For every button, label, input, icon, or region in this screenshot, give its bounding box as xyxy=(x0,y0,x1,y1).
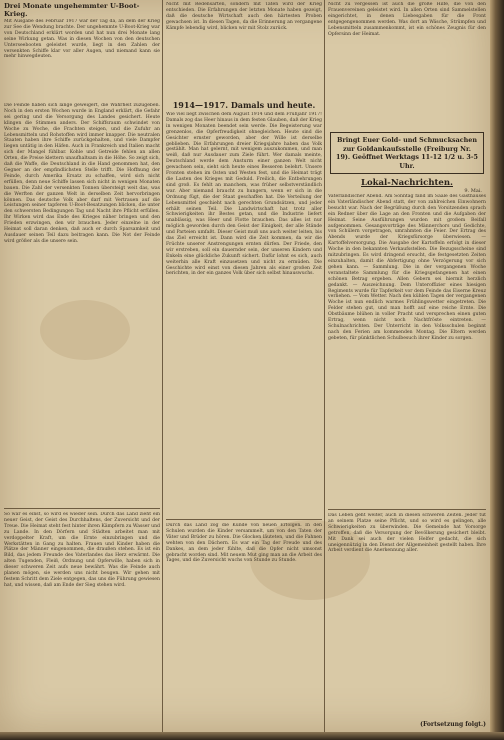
article-continuation: Durch das Land zog die Kunde von neuen Erfolgen. In den Schulen wurden die Kinder versammelt, um von den Taten der Väter und Brüder zu hören. Die Glocken läuteten, und die Fahnen wehten von den Dächern. Es war ein Tag der Freude und des Dankes, an dem jeder fühlte, daß die Opfer nicht umsonst gebracht worden sind. Mit neuem Mut ging man an die Arbeit des Tages, und die Zuversicht wuchs von Stunde zu Stunde. xyxy=(166,523,322,564)
article-continuation: Das Leben geht weiter, auch in diesen schweren Zeiten. Jeder tut an seinem Platze seine Pflicht, und so wird es gelingen, alle Schwierigkeiten zu überwinden. Die Gemeinde hat Vorsorge getroffen, daß die Versorgung der Bevölkerung gesichert bleibt. Mit Dank sei auch der vielen Helfer gedacht, die sich uneigennützig in den Dienst der Allgemeinheit gestellt haben. Ihre Arbeit verdient die Anerkennung aller. xyxy=(328,513,486,554)
divider xyxy=(4,508,160,509)
headline-u-boot: Drei Monate ungehemmter U-Boot-Krieg. xyxy=(4,2,140,18)
gold-ankauf-advertisement: Bringt Euer Gold- und Schmucksachen zur Goldankaufsstelle (Freiburg Nr. 19). Geöffnet Werktags 11-12 1/2 u. 3-5 Uhr. xyxy=(330,132,484,174)
article-lead: Mit Ausgabe des Februar 1917 war der Tag da, an dem der Krieg zur See die Wendung brachte. Der ungehemmte U-Boot-Krieg war von Deutschland erklärt worden und hat nun drei Monate lang seine Wirkung getan. Was in diesen Wochen von den deutschen Unterseebooten geleistet wurde, liegt in den Zahlen der versenkten Schiffe klar vor aller Augen, und niemand kann sie mehr hinwegdeuten. xyxy=(4,19,160,60)
article-body: Wie viel liegt zwischen dem August 1914 und dem Frühjahr 1917! Damals zog das Heer hinaus in dem festen Glauben, daß der Krieg in wenigen Monaten beendet sein werde. Die Begeisterung war grenzenlos, die Opferfreudigkeit ohnegleichen. Heute sind die Gesichter ernster geworden, aber der Wille ist derselbe geblieben. Die Erfahrungen dreier Kriegsjahre haben das Volk gestählt. Man hat gelernt, mit wenigem auszukommen, und man weiß, daß nur Ausdauer zum Ziele führt. Wer damals meinte, Deutschland werde dem Ansturm einer ganzen Welt nicht gewachsen sein, sieht sich heute eines Besseren belehrt. Unsere Fronten stehen im Osten und Westen fest, und die Heimat trägt die Lasten des Krieges mit Geduld. Freilich, die Entbehrungen sind groß. Es fehlt an manchem, was früher selbstverständlich war. Aber niemand braucht zu hungern, wenn er sich in die Ordnung fügt, die der Staat geschaffen hat. Die Verteilung der Lebensmittel geschieht nach gerechten Grundsätzen, und jeder erhält seinen Teil. Die Landwirtschaft hat trotz aller Schwierigkeiten ihr Bestes getan, und die Industrie liefert unablässig, was Heer und Flotte brauchen. Das alles ist nur möglich geworden durch den Geist der Einigkeit, der alle Stände und Parteien umfaßt. Dieser Geist muß uns auch weiter leiten, bis das Ziel erreicht ist. Dann wird die Zeit kommen, da wir die Früchte unserer Anstrengungen ernten dürfen. Der Friede, den wir erstreben, soll ein dauernder sein, der unseren Kindern und Enkeln eine glückliche Zukunft sichert. Dafür lohnt es sich, auch weiterhin alle Kraft einzusetzen und nicht zu ermüden. Die Geschichte wird einst von diesen Jahren als einer großen Zeit berichten, in der ein ganzes Volk über sich selbst hinauswuchs. xyxy=(166,112,322,277)
column-2 xyxy=(166,0,322,723)
dateline: 9. Mai. xyxy=(464,188,482,194)
book-binding-edge xyxy=(490,0,504,740)
column-rule xyxy=(162,0,163,732)
article-continuation: So war es einst, so wird es wieder sein. Durch das Land zieht ein neuer Geist, der Geist des Durchhaltens, der Zuversicht und der Treue. Die Heimat steht fest hinter ihren Kämpfern zu Wasser und zu Lande. In den Dörfern und Städten arbeitet man mit verdoppelter Kraft, um die Ernte einzubringen und die Werkstätten in Gang zu halten. Frauen und Kinder haben die Plätze der Männer eingenommen, die draußen stehen. Es ist ein Bild, das jedem Freunde des Vaterlandes das Herz erwärmt. Die alten Tugenden, Fleiß, Ordnung und Opferwille, haben sich in dieser schweren Zeit aufs neue bewährt. Was die Feinde auch planen mögen, sie werden uns nicht beugen. Wir gehen mit festem Schritt dem Ziele entgegen, das uns die Führung gewiesen hat, und wissen, daß am Ende der Sieg stehen wird. xyxy=(4,512,160,588)
headline-damals-heute: 1914—1917. Damals und heute. xyxy=(172,100,316,110)
column-1 xyxy=(4,0,160,732)
article-intro: Nicht zu vergessen ist auch die große Hilfe, die von den Frauenvereinen geleistet wird. In allen Orten sind Sammelstellen eingerichtet, in denen Liebesgaben für die Front entgegengenommen werden. Was dort an Wäsche, Strümpfen und Lebensmitteln zusammenkommt, ist ein schönes Zeugnis für den Opfersinn der Heimat. xyxy=(328,2,486,37)
column-3 xyxy=(328,0,486,673)
divider xyxy=(166,519,322,520)
lokal-body: Vaterländischer Abend. Am Sonntag fand im Saale des Gasthauses ein Vaterländischer Abend statt, der von zahlreichen Einwohnern besucht war. Nach der Begrüßung durch den Vorsitzenden sprach ein Redner über die Lage an den Fronten und die Aufgaben der Heimat. Seine Ausführungen wurden mit großem Beifall aufgenommen. Gesangsvorträge des Männerchors und Gedichte, von Schülern vorgetragen, umrahmten die Feier. Der Ertrag des Abends wurde der Kriegsfürsorge überwiesen. — Kartoffelversorgung. Die Ausgabe der Kartoffeln erfolgt in dieser Woche in den bekannten Verkaufsstellen. Die Bezugsscheine sind mitzubringen. Es wird dringend ersucht, die festgesetzten Zeiten einzuhalten, damit die Abfertigung ohne Verzögerung vor sich gehen kann. — Sammlung. Die in der vergangenen Woche veranstaltete Sammlung für die Kriegsgefangenen hat einen schönen Betrag ergeben. Allen Gebern sei hiermit herzlich gedankt. — Auszeichnung. Dem Unteroffizier eines hiesigen Regiments wurde für Tapferkeit vor dem Feinde das Eiserne Kreuz verliehen. — Vom Wetter. Nach den kühlen Tagen der vergangenen Woche ist nun endlich warmes Frühlingswetter eingetreten. Die Felder stehen gut, und man hofft auf eine reiche Ernte. Die Obstbäume blühen in voller Pracht und versprechen einen guten Ertrag, wenn nicht noch Nachtfröste eintreten. — Schulnachrichten. Der Unterricht in den Volksschulen beginnt nach den Ferien am kommenden Montag. Die Eltern werden gebeten, für pünktlichen Schulbesuch ihrer Kinder zu sorgen. xyxy=(328,194,486,341)
column-rule xyxy=(324,0,325,732)
lokal-nachrichten-heading: Lokal-Nachrichten. xyxy=(361,178,453,188)
divider xyxy=(328,509,486,510)
page-bottom-edge xyxy=(0,732,504,740)
article-body: Die Feinde haben sich lange geweigert, die Wahrheit zuzugeben. Noch in den ersten Wochen wurde in England erklärt, die Gefahr sei gering und die Versorgung des Landes gesichert. Heute klingen die Stimmen anders. Der Schiffsraum schwindet von Woche zu Woche, die Frachten steigen, und die Zufuhr an Lebensmitteln und Rohstoffen wird immer knapper. Die neutralen Staaten haben ihre Schiffe zurückgehalten, und viele Dampfer liegen untätig in den Häfen. Auch in Frankreich und Italien macht sich der Mangel fühlbar. Kohle und Getreide fehlen an allen Orten, die Preise klettern unaufhaltsam in die Höhe. So zeigt sich, daß die Waffe, die Deutschland in die Hand genommen hat, den Gegner an der empfindlichsten Stelle trifft. Die Hoffnung der Feinde, durch Amerika Ersatz zu schaffen, wird sich nicht erfüllen, denn neue Schiffe lassen sich nicht in wenigen Monaten bauen. Die Zahl der versenkten Tonnen übersteigt weit das, was die Werften der ganzen Welt in derselben Zeit hervorbringen können. Das deutsche Volk aber darf mit Vertrauen auf die Leistungen seiner tapferen U-Boot-Besatzungen blicken, die unter den schwersten Bedingungen Tag und Nacht ihre Pflicht erfüllen. Ihr Wirken wird das Ende des Krieges näher bringen und den Frieden erzwingen, den wir brauchen. Jeder einzelne in der Heimat soll daran denken, daß auch er durch Sparsamkeit und Ausdauer seinen Teil dazu beitragen kann. Die Not der Feinde wird größer als die unsere sein. xyxy=(4,103,160,244)
article-intro: Nicht mit Redensarten, sondern mit Taten wird der Krieg entschieden. Die Erfahrungen der letzten Monate haben gezeigt, daß die deutsche Wirtschaft auch den härtesten Proben gewachsen ist. In diesen Tagen, da die Erinnerung an vergangene Kämpfe lebendig wird, blicken wir mit Stolz zurück. xyxy=(166,2,322,31)
continued-note: (Fortsetzung folgt.) xyxy=(420,721,486,728)
